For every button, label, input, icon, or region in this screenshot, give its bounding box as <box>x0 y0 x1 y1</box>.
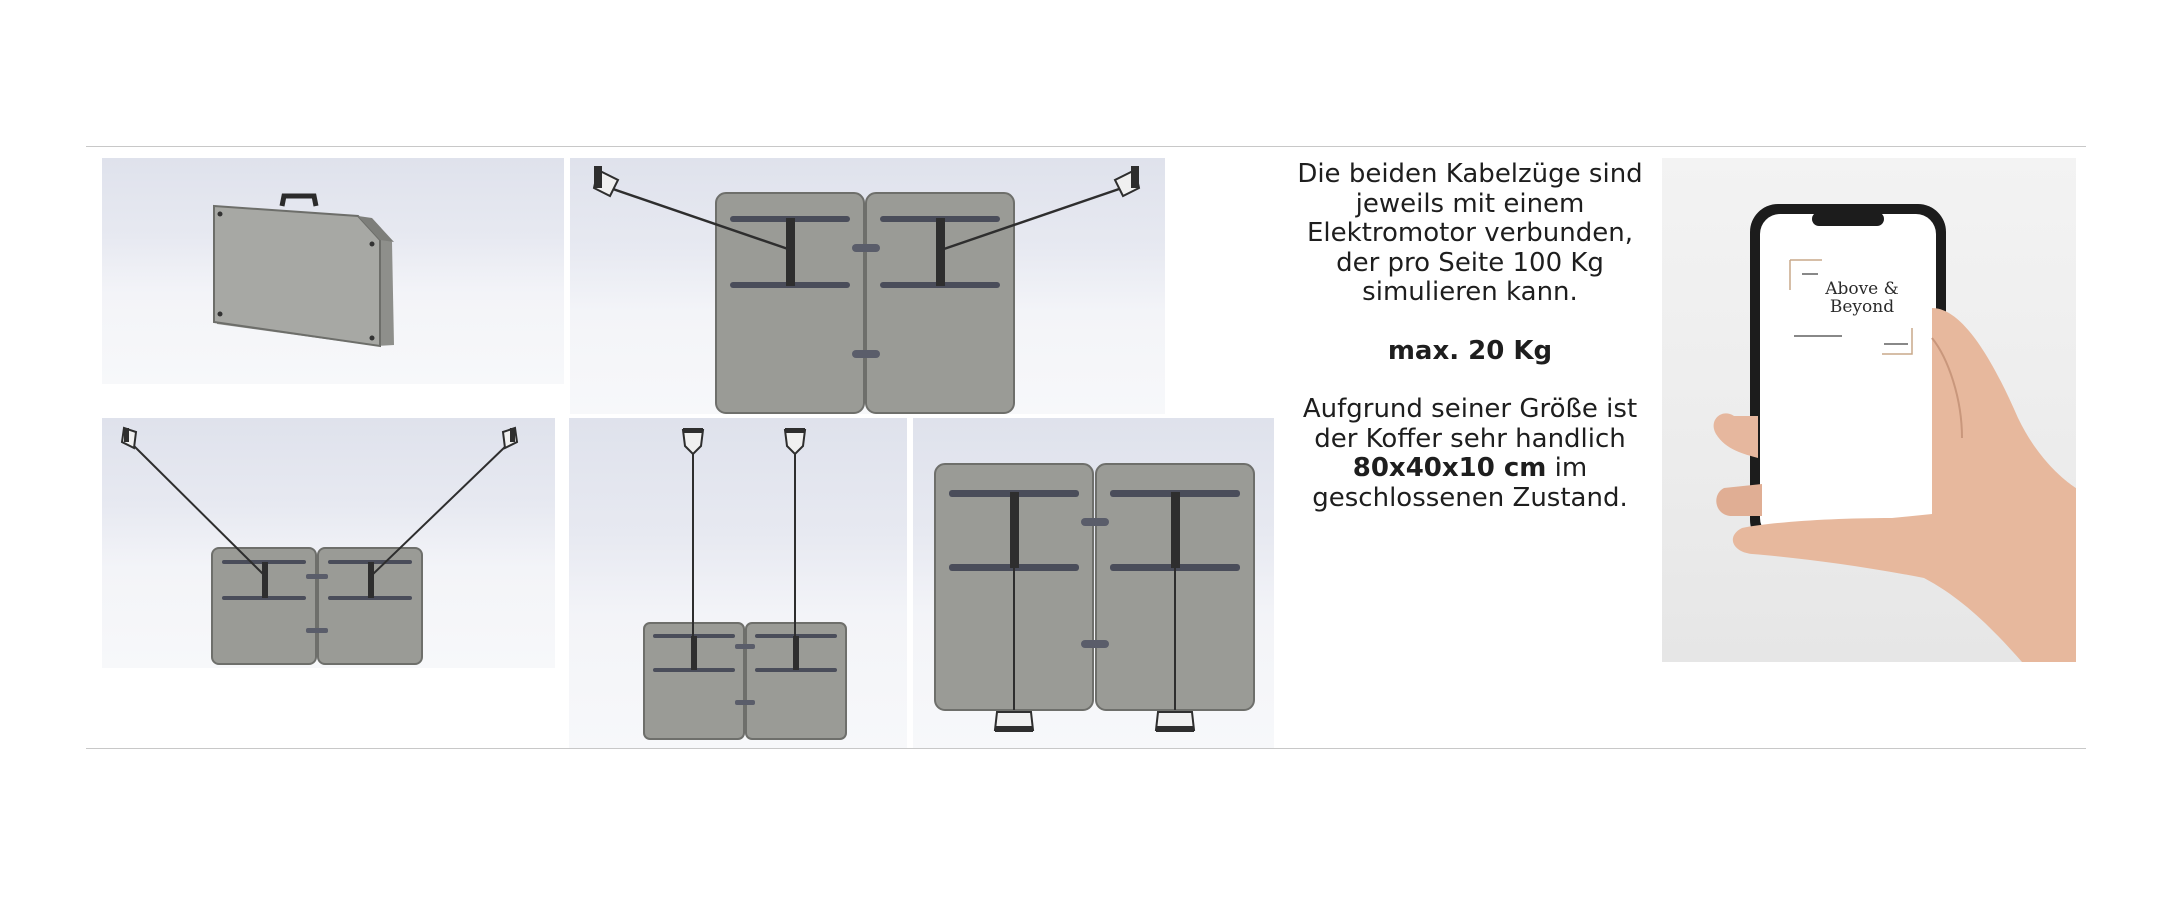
dimensions: 80x40x10 cm <box>1352 453 1547 483</box>
cables-vertical-illustration <box>569 418 907 748</box>
closed-case-illustration <box>102 158 564 384</box>
top-divider <box>86 146 2086 147</box>
image-closed-case <box>102 158 564 384</box>
open-device-illustration <box>570 158 1165 414</box>
description-line-5: simulieren kann. <box>1362 277 1578 307</box>
size-line-2: der Koffer sehr handlich <box>1314 423 1626 454</box>
cables-spread-illustration <box>102 418 555 668</box>
description-line-1: Die beiden Kabelzüge sind <box>1297 159 1643 189</box>
phone-title-line-1: Above & <box>1825 279 1899 299</box>
image-cables-down <box>913 418 1274 748</box>
description-text <box>1290 160 1650 513</box>
image-cables-vertical <box>569 418 907 748</box>
image-open-device-front <box>570 158 1165 414</box>
phone-hand-illustration <box>1662 158 2076 662</box>
size-line-3-rest: im <box>1546 453 1588 483</box>
cables-down-illustration <box>913 418 1274 748</box>
image-phone-in-hand <box>1662 158 2076 662</box>
size-line-4: geschlossenen Zustand. <box>1312 482 1628 513</box>
image-cables-spread <box>102 418 555 668</box>
size-line-1: Aufgrund seiner Größe ist <box>1302 394 1638 424</box>
description-line-2: jeweils mit einem <box>1355 188 1585 219</box>
description-line-4: der pro Seite 100 Kg <box>1336 247 1604 278</box>
max-weight: max. 20 Kg <box>1387 335 1553 366</box>
bottom-divider <box>86 748 2086 749</box>
size-line-3 <box>1290 454 1650 484</box>
description-line-3: Elektromotor verbunden, <box>1307 218 1633 248</box>
phone-title-line-2: Beyond <box>1829 297 1895 317</box>
